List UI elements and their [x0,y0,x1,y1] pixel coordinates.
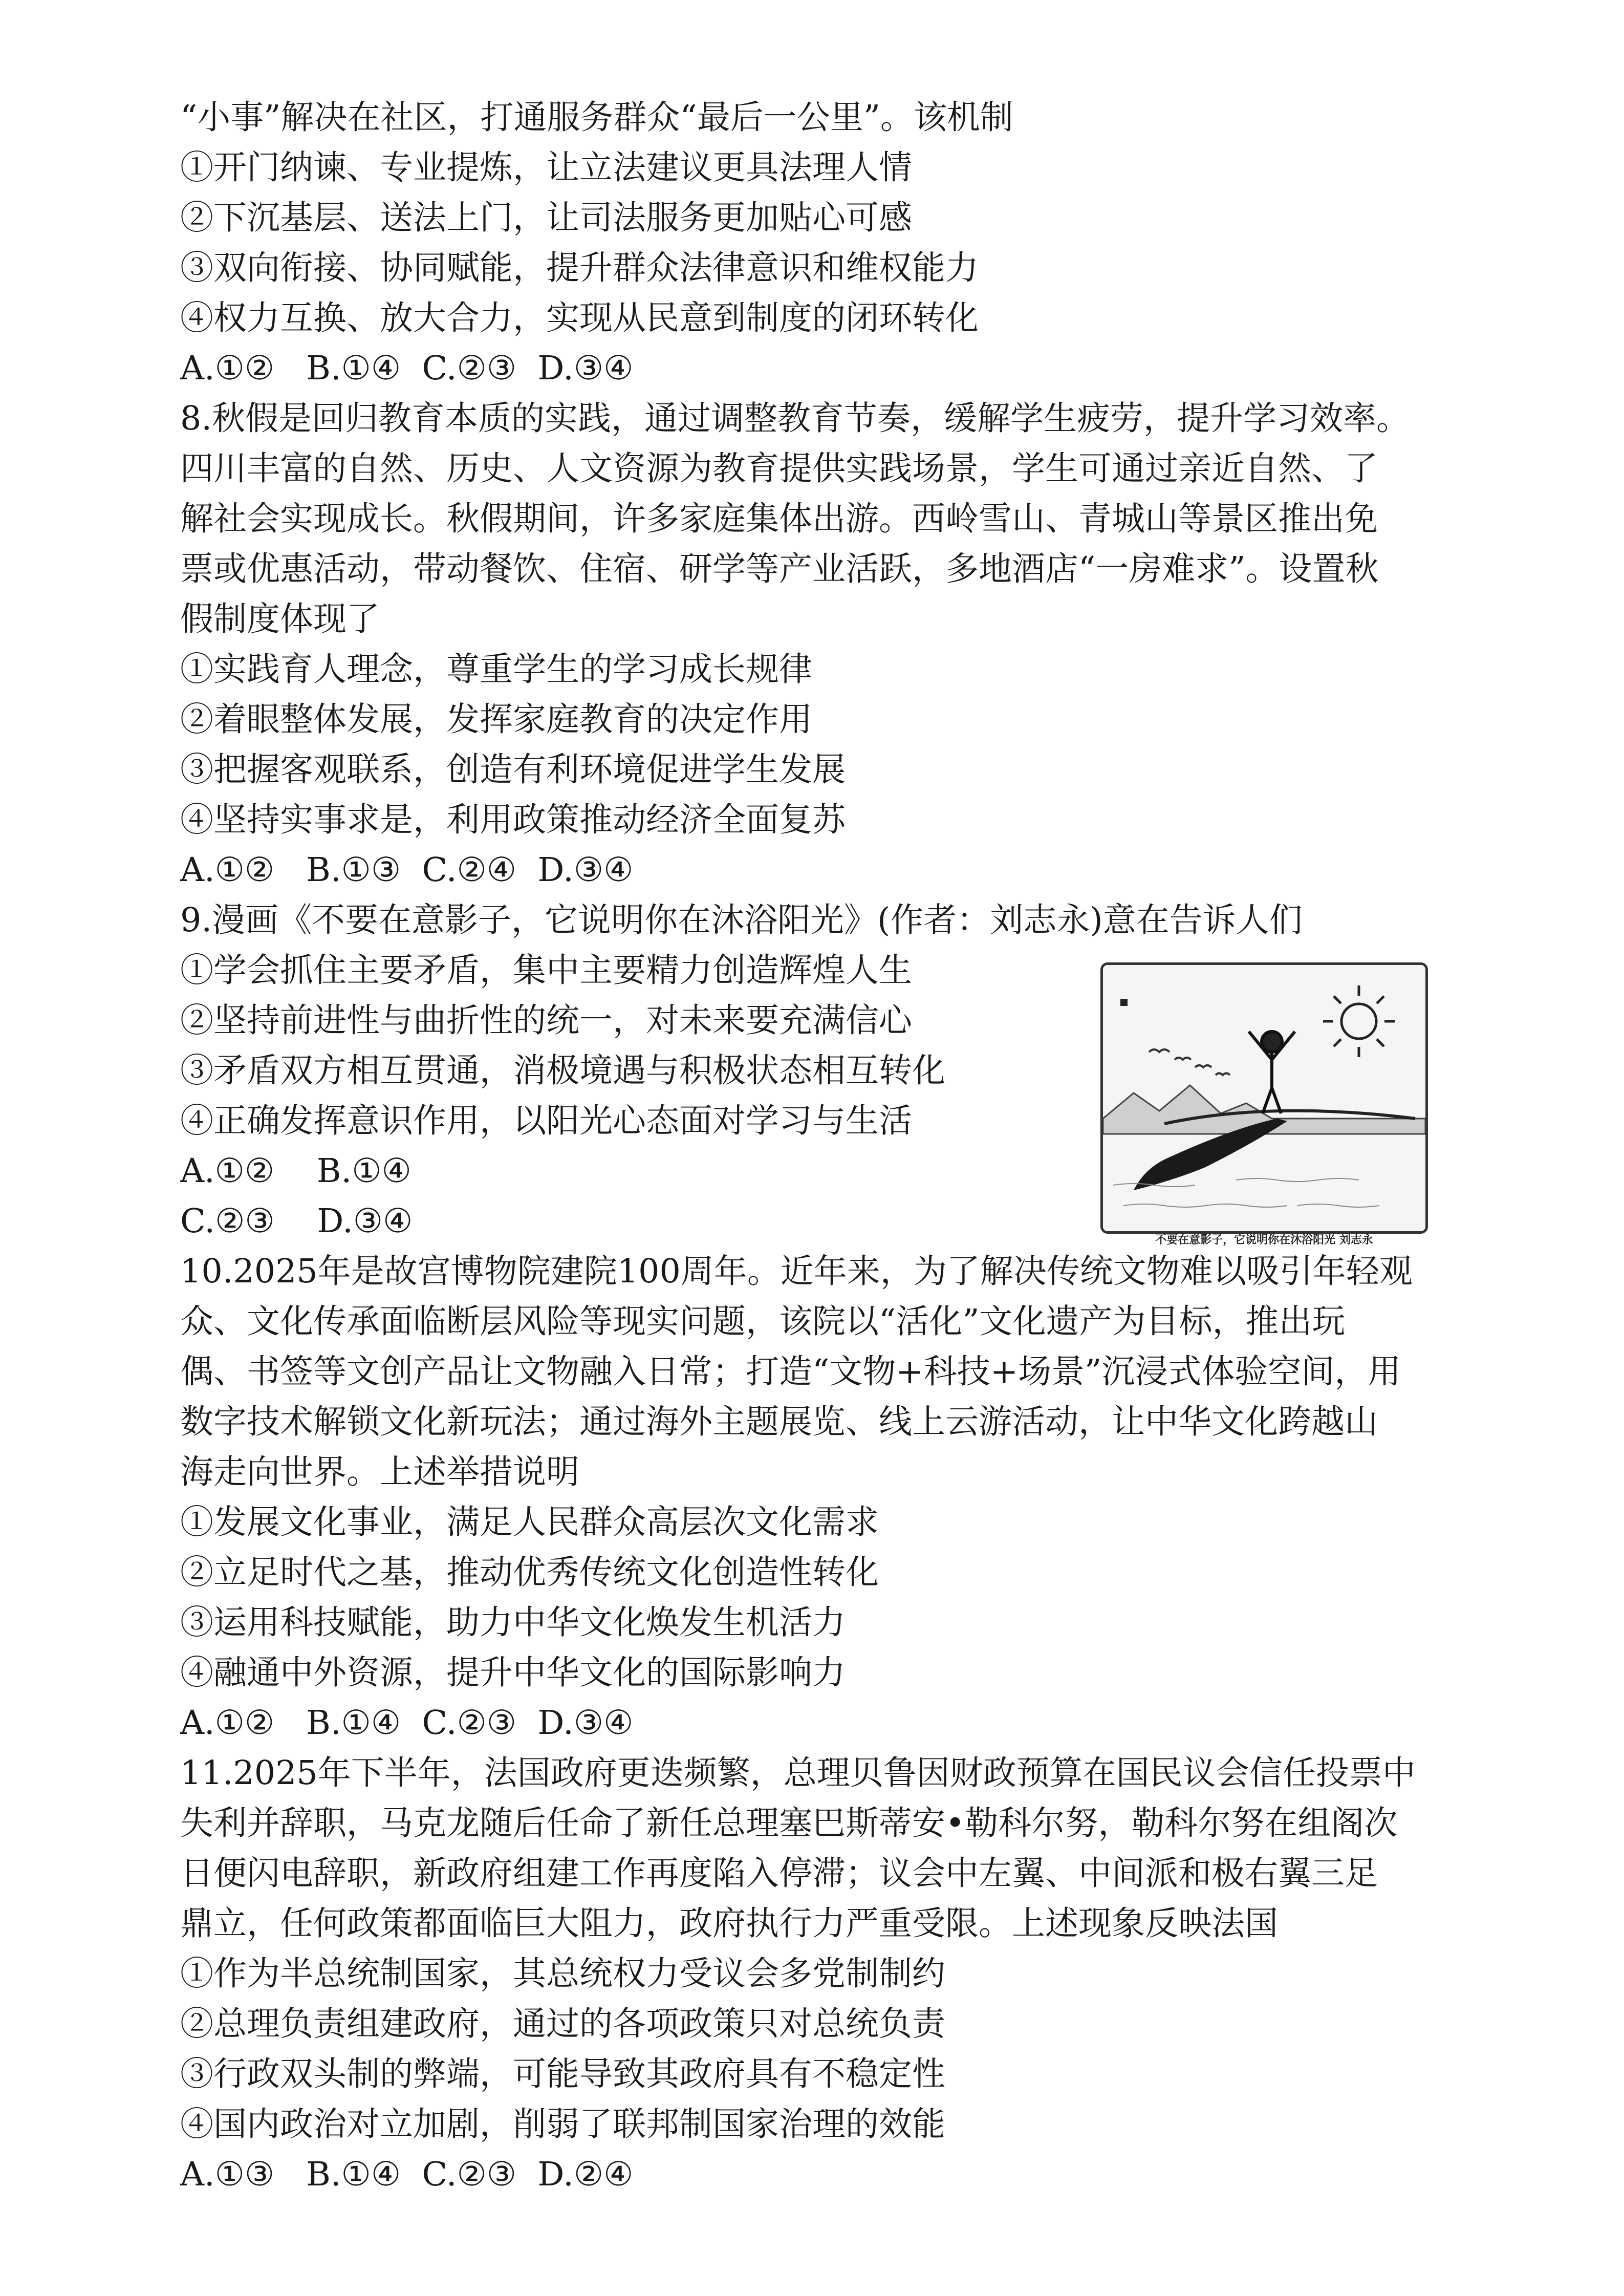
q11-options: A.①③ B.①④ C.②③ D.②④ [180,2155,634,2194]
q9-options-line-2: C.②③ D.③④ [180,1202,413,1240]
q7-stem-end: “小事”解决在社区，打通服务群众“最后一公里”。该机制 [180,98,1013,137]
q11-item-4: ④国内政治对立加剧，削弱了联邦制国家治理的效能 [180,2105,946,2143]
q8-stem-line-4: 票或优惠活动，带动餐饮、住宿、研学等产业活跃，多地酒店“一房难求”。设置秋 [180,550,1379,588]
q8-item-2: ②着眼整体发展，发挥家庭教育的决定作用 [180,700,813,739]
q8-stem-line-2: 四川丰富的自然、历史、人文资源为教育提供实践场景，学生可通过亲近自然、了 [180,449,1378,488]
q9-options-line-1: A.①② B.①④ [180,1152,412,1190]
q11-stem-line-1: 11.2025年下半年，法国政府更迭频繁，总理贝鲁因财政预算在国民议会信任投票中 [180,1754,1416,1792]
q9-item-4: ④正确发挥意识作用，以阳光心态面对学习与生活 [180,1102,913,1140]
q9-cartoon-caption: 不要在意影子，它说明你在沐浴阳光 刘志永 [1155,1234,1373,1247]
q10-item-2: ②立足时代之基，推动优秀传统文化创造性转化 [180,1553,879,1592]
q8-options: A.①② B.①③ C.②④ D.③④ [180,851,634,889]
q7-item-4: ④权力互换、放大合力，实现从民意到制度的闭环转化 [180,299,979,337]
q9-stem: 9.漫画《不要在意影子，它说明你在沐浴阳光》(作者：刘志永)意在告诉人们 [180,901,1303,939]
q8-stem-line-1: 8.秋假是回归教育本质的实践，通过调整教育节奏，缓解学生疲劳，提升学习效率。 [180,399,1410,438]
cartoon-illustration [1103,965,1425,1231]
q10-stem-line-1: 10.2025年是故宫博物院建院100周年。近年来，为了解决传统文物难以吸引年轻观 [180,1252,1413,1291]
q11-item-3: ③行政双头制的弊端，可能导致其政府具有不稳定性 [180,2055,946,2093]
q8-stem-line-3: 解社会实现成长。秋假期间，许多家庭集体出游。西岭雪山、青城山等景区推出免 [180,500,1378,538]
q9-item-2: ②坚持前进性与曲折性的统一，对未来要充满信心 [180,1001,913,1040]
q8-item-4: ④坚持实事求是，利用政策推动经济全面复苏 [180,801,846,839]
q10-stem-line-2: 众、文化传承面临断层风险等现实问题，该院以“活化”文化遗产为目标，推出玩 [180,1302,1346,1341]
q10-options: A.①② B.①④ C.②③ D.③④ [180,1704,634,1742]
q11-item-2: ②总理负责组建政府，通过的各项政策只对总统负责 [180,2005,946,2043]
q11-stem-line-4: 鼎立，任何政策都面临巨大阻力，政府执行力严重受限。上述现象反映法国 [180,1904,1279,1943]
q8-item-1: ①实践育人理念，尊重学生的学习成长规律 [180,650,813,689]
q7-item-2: ②下沉基层、送法上门，让司法服务更加贴心可感 [180,199,913,237]
q8-stem-line-5: 假制度体现了 [180,600,380,638]
q7-item-1: ①开门纳谏、专业提炼，让立法建议更具法理人情 [180,148,913,187]
q10-stem-line-3: 偶、书签等文创产品让文物融入日常；打造“文物+科技+场景”沉浸式体验空间，用 [180,1353,1401,1391]
q11-item-1: ①作为半总统制国家，其总统权力受议会多党制制约 [180,1955,946,1993]
q11-stem-line-3: 日便闪电辞职，新政府组建工作再度陷入停滞；议会中左翼、中间派和极右翼三足 [180,1854,1378,1893]
q10-item-3: ③运用科技赋能，助力中华文化焕发生机活力 [180,1603,846,1642]
q7-item-3: ③双向衔接、协同赋能，提升群众法律意识和维权能力 [180,249,979,287]
q11-stem-line-2: 失利并辞职，马克龙随后任命了新任总理塞巴斯蒂安•勒科尔努，勒科尔努在组阁次 [180,1804,1398,1842]
q10-item-4: ④融通中外资源，提升中华文化的国际影响力 [180,1654,846,1692]
q9-cartoon [1100,962,1428,1234]
q10-stem-line-5: 海走向世界。上述举措说明 [180,1453,580,1491]
q10-item-1: ①发展文化事业，满足人民群众高层次文化需求 [180,1503,879,1541]
q9-item-3: ③矛盾双方相互贯通，消极境遇与积极状态相互转化 [180,1052,946,1090]
q10-stem-line-4: 数字技术解锁文化新玩法；通过海外主题展览、线上云游活动，让中华文化跨越山 [180,1403,1378,1441]
q8-item-3: ③把握客观联系，创造有利环境促进学生发展 [180,750,846,789]
q9-item-1: ①学会抓住主要矛盾，集中主要精力创造辉煌人生 [180,951,913,990]
q7-options: A.①② B.①④ C.②③ D.③④ [180,349,634,388]
